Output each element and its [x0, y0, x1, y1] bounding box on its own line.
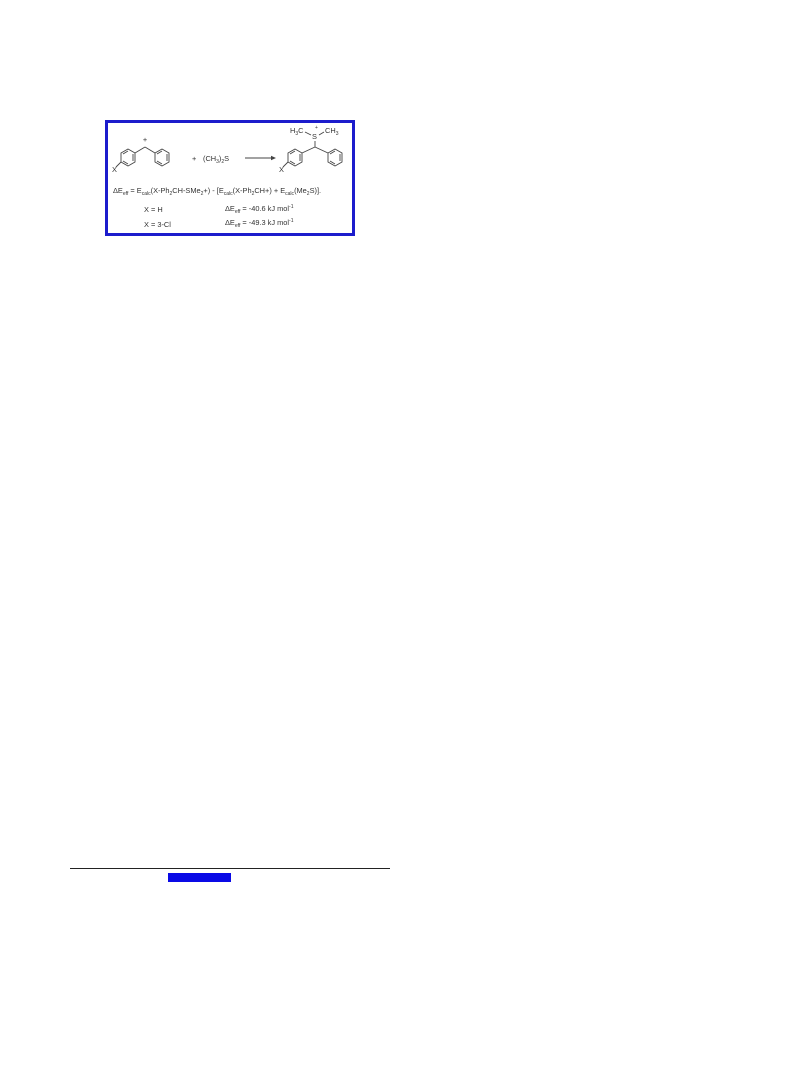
- sulfonium-methyl-left: $H_3C$: [290, 126, 304, 137]
- row-2-substituent: X = 3-Cl: [144, 220, 171, 229]
- s-methyl-bond-left: [305, 132, 311, 135]
- reagent-formula: $(CH_3)_2S$: [203, 154, 230, 165]
- right-ring-1: [288, 149, 302, 166]
- footnote-link[interactable]: [168, 873, 231, 882]
- cation-charge: +: [142, 135, 148, 144]
- row-1-energy: $\Delta E_{eff} = -40.6$ kJ mol$^{-1}$: [225, 204, 294, 215]
- sulfonium-charge: +: [315, 125, 318, 131]
- reaction-arrow: [245, 156, 276, 160]
- sulfur-atom: S: [312, 132, 317, 141]
- left-bond-b: [145, 147, 155, 153]
- footnote-divider: [70, 868, 390, 869]
- row-2-energy: $\Delta E_{eff} = -49.3$ kJ mol$^{-1}$: [225, 218, 294, 229]
- reaction-scheme-figure: [105, 120, 355, 236]
- left-ring-2: [155, 149, 169, 166]
- right-x-label: X: [279, 165, 284, 174]
- s-methyl-bond-right: [319, 132, 324, 135]
- sulfonium-methyl-right: $CH_3$: [325, 126, 339, 137]
- reagent-plus: +: [192, 154, 197, 163]
- left-x-label: X: [112, 165, 117, 174]
- right-bond-a: [302, 147, 315, 153]
- reaction-scheme-svg: [108, 123, 352, 233]
- row-1-substituent: X = H: [144, 205, 163, 214]
- right-bond-b: [315, 147, 328, 153]
- energy-equation: $\Delta E_{eff} = E_{calc}(X-Ph_2CH-SMe_2+) - [E_{calc}(X-Ph_2CH+) + E_{calc}(Me_2S)]$.: [113, 186, 322, 197]
- left-ring-1: [121, 149, 135, 166]
- right-ring-2: [328, 149, 342, 166]
- left-bond-a: [135, 147, 145, 153]
